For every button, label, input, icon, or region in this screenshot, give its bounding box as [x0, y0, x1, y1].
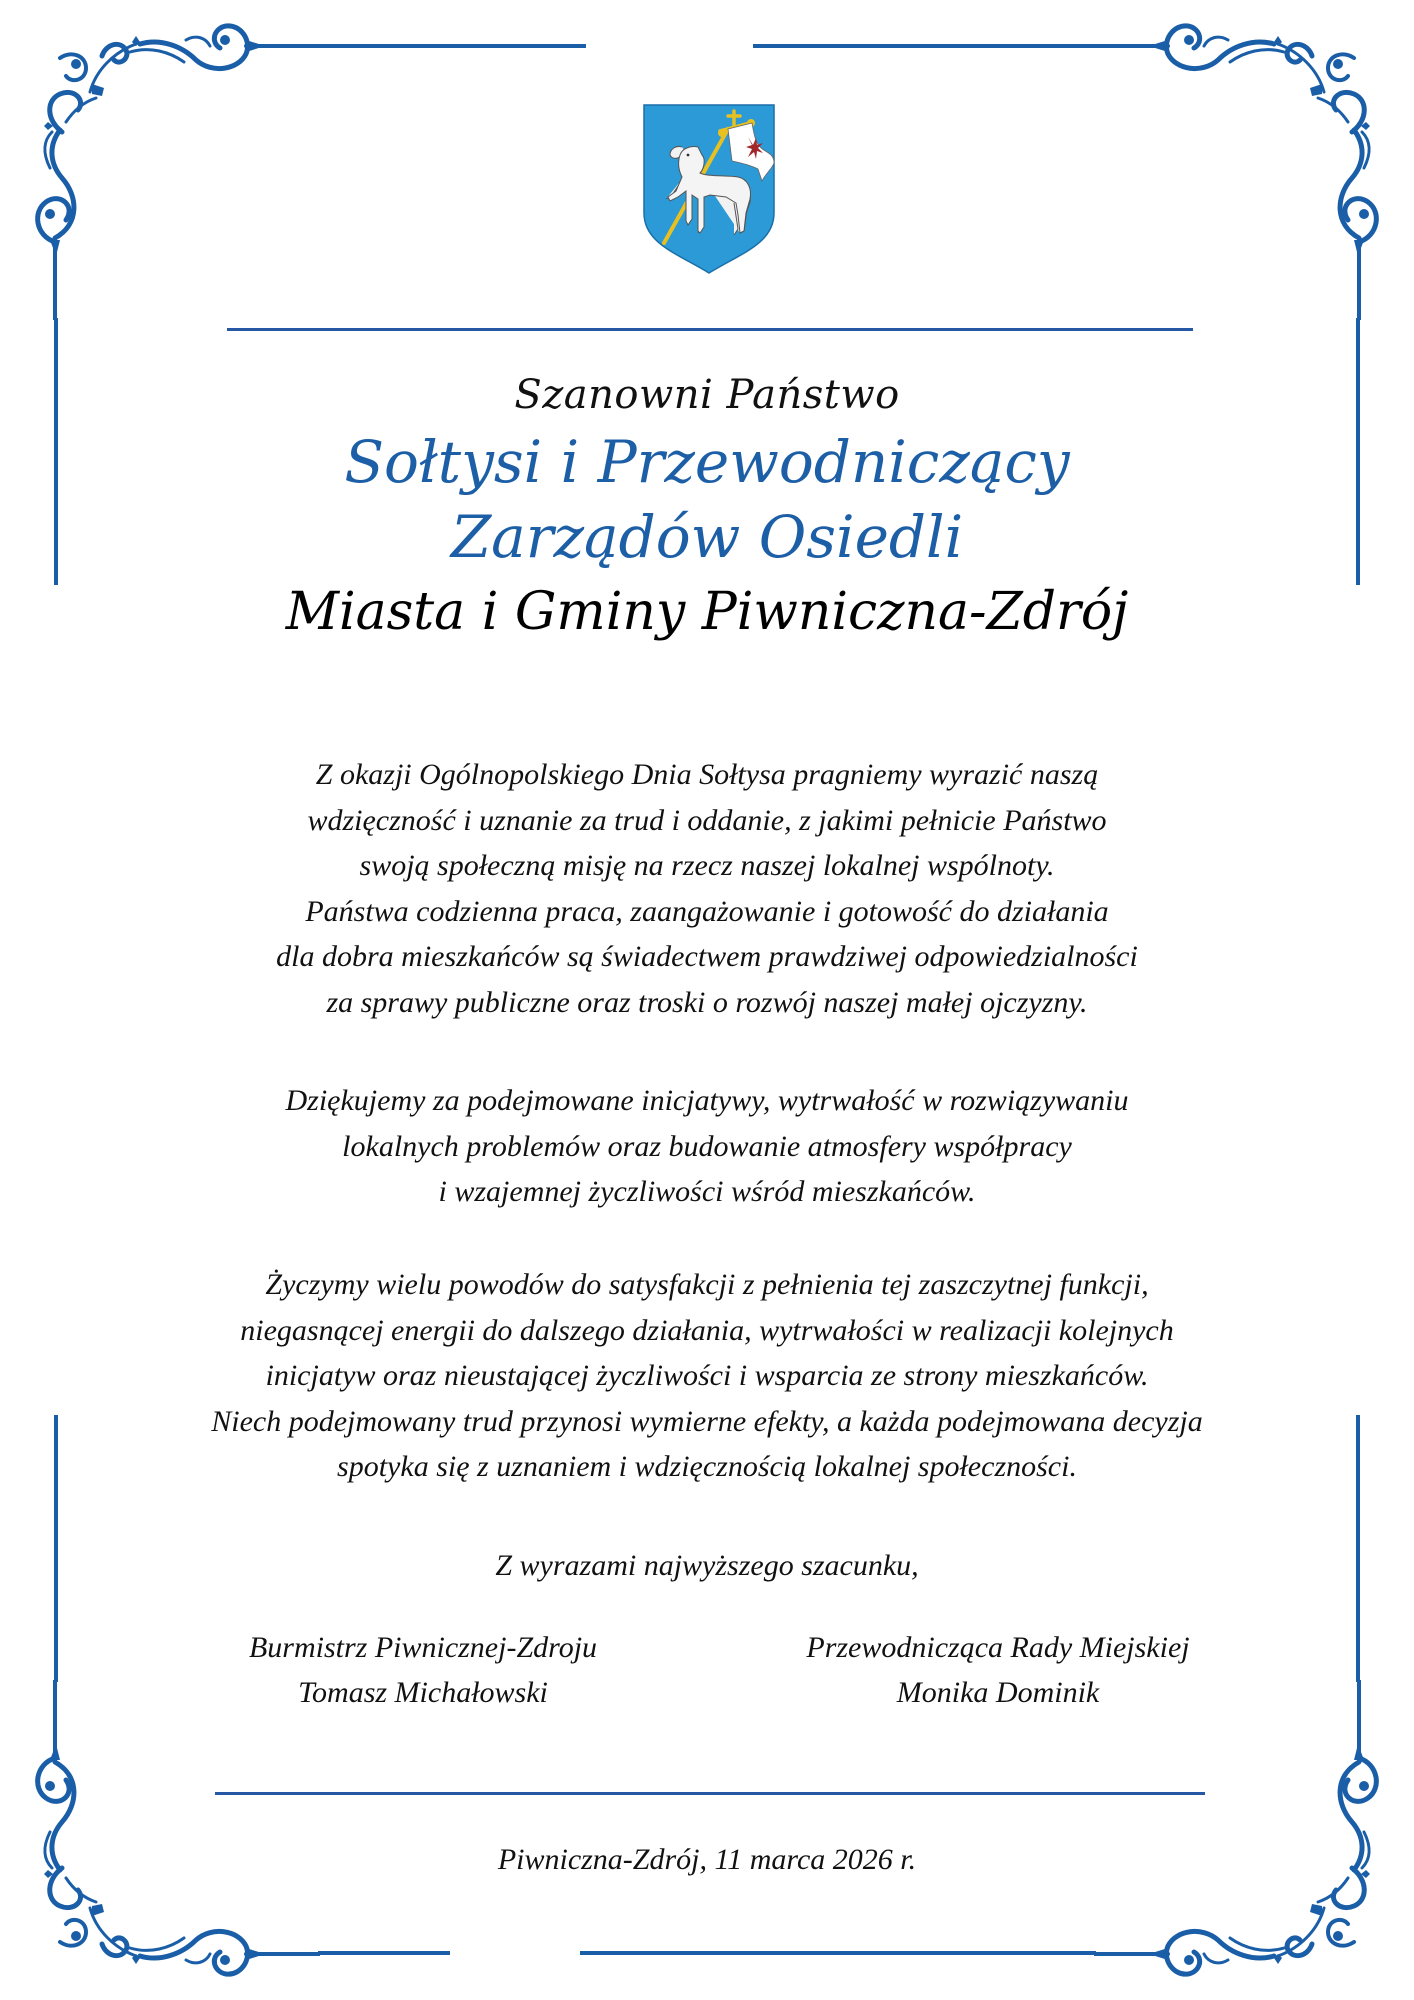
corner-ornament-top-right: [1094, 0, 1414, 320]
coat-of-arms-icon: [642, 103, 776, 275]
paragraph-3: [100, 1262, 1314, 1490]
text-line: Państwa codzienna praca, zaangażowanie i gotowość do działania: [305, 894, 1109, 928]
text-line: spotyka się z uznaniem i wdzięcznością lokalnej społeczności.: [337, 1450, 1077, 1483]
coat-of-arms: [642, 103, 776, 275]
border-line-right-lower: [1356, 1415, 1360, 1682]
paragraph-1: [100, 752, 1314, 1025]
text-line: dla dobra mieszkańców są świadectwem prawdziwej odpowiedzialności: [276, 940, 1138, 973]
border-line-top-left: [318, 44, 586, 48]
signature-name: Monika Dominik: [896, 1676, 1100, 1709]
corner-ornament-top-left: [0, 0, 320, 320]
title-line-1: Sołtysi i Przewodniczący: [344, 428, 1070, 496]
text-line: za sprawy publiczne oraz troski o rozwój naszej małej ojczyzny.: [326, 985, 1088, 1019]
border-line-top-right: [753, 44, 1096, 48]
title-line-2: Zarządów Osiedli: [450, 503, 964, 571]
closing-text: Z wyrazami najwyższego szacunku,: [495, 1549, 919, 1582]
text-line: swoją społeczną misję na rzecz naszej lokalnej wspólnoty.: [359, 849, 1055, 882]
flourish-icon: [1094, 0, 1414, 320]
greeting-heading: Szanowni Państwo: [514, 372, 900, 418]
flourish-icon: [0, 0, 320, 320]
signature-block-mayor: [143, 1625, 703, 1715]
flourish-icon: [1094, 1680, 1414, 2000]
flourish-icon: [0, 1680, 320, 2000]
place-and-date: Piwniczna-Zdrój, 11 marca 2026 r.: [497, 1843, 917, 1876]
text-line: Dziękujemy za podejmowane inicjatywy, wytrwałość w rozwiązywaniu: [285, 1084, 1129, 1117]
signature-role: Burmistrz Piwnicznej-Zdroju: [248, 1631, 598, 1664]
signature-block-council-chair: [718, 1625, 1278, 1715]
corner-ornament-bottom-left: [0, 1680, 320, 2000]
title-line-3: Miasta i Gminy Piwniczna-Zdrój: [285, 582, 1129, 642]
top-separator-line: [227, 328, 1193, 331]
text-line: Niech podejmowany trud przynosi wymierne efekty, a każda podejmowana decyzja: [211, 1404, 1203, 1438]
signature-role: Przewodnicząca Rady Miejskiej: [806, 1631, 1190, 1664]
text-line: inicjatyw oraz nieustającej życzliwości i wsparcia ze strony mieszkańców.: [265, 1359, 1149, 1392]
text-line: Z okazji Ogólnopolskiego Dnia Sołtysa pragniemy wyrazić naszą: [315, 758, 1099, 791]
text-line: wdzięczność i uznanie za trud i oddanie, z jakimi pełnicie Państwo: [307, 803, 1107, 837]
signature-name: Tomasz Michałowski: [298, 1676, 548, 1709]
corner-ornament-bottom-right: [1094, 1680, 1414, 2000]
text-line: niegasnącej energii do dalszego działania, wytrwałości w realizacji kolejnych: [240, 1313, 1174, 1347]
text-line: lokalnych problemów oraz budowanie atmosfery współpracy: [342, 1129, 1072, 1163]
text-line: i wzajemnej życzliwości wśród mieszkańców.: [438, 1175, 976, 1208]
text-line: Życzymy wielu powodów do satysfakcji z pełnienia tej zaszczytnej funkcji,: [265, 1268, 1149, 1301]
border-line-left-lower: [54, 1415, 58, 1682]
border-line-bottom-left: [318, 1951, 450, 1955]
bottom-separator-line: [215, 1792, 1205, 1795]
border-line-bottom-right: [580, 1951, 1096, 1955]
paragraph-2: [100, 1078, 1314, 1215]
closing-salutation: [100, 1543, 1314, 1589]
